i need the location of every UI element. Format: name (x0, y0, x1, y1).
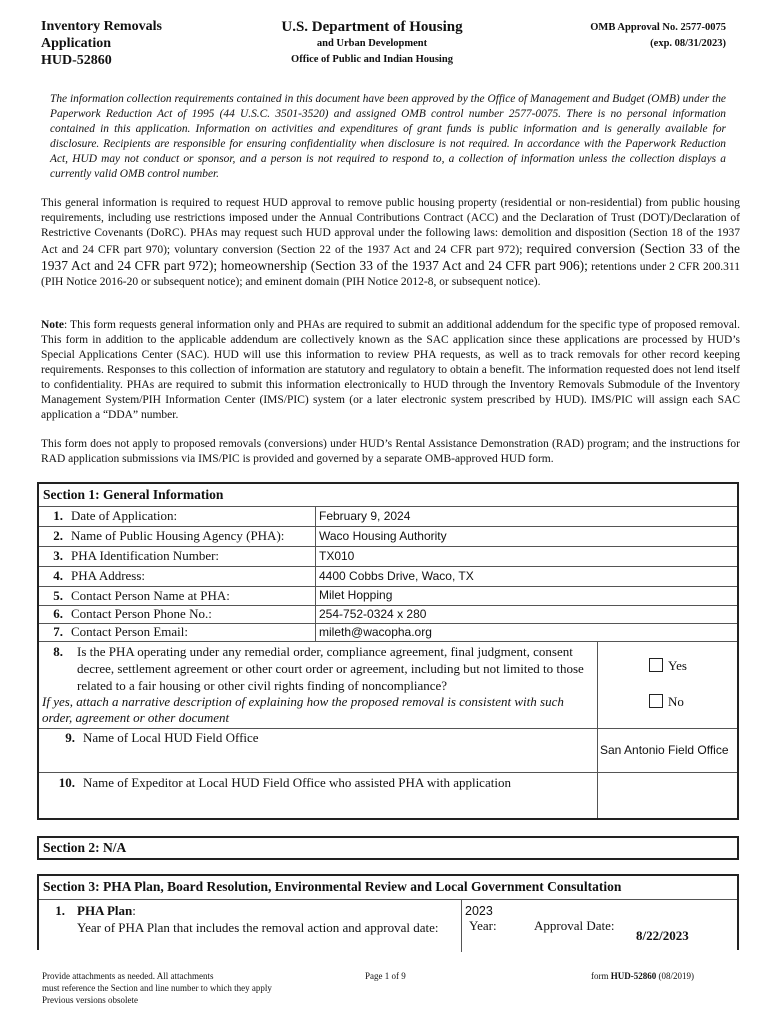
row-contact-name: 5. Contact Person Name at PHA: (53, 588, 230, 603)
page-number: Page 1 of 9 (365, 971, 406, 981)
question-10: 10. Name of Expeditor at Local HUD Field Office who assisted PHA with application (58, 775, 511, 790)
note-paragraph (41, 318, 740, 423)
pha-name-field[interactable]: Waco Housing Authority (319, 529, 447, 543)
year-label: Year: (469, 918, 497, 933)
no-option[interactable]: No (649, 694, 684, 710)
pha-address-field[interactable]: 4400 Cobbs Drive, Waco, TX (319, 569, 474, 583)
rad-paragraph: This form does not apply to proposed removals (conversions) under HUD’s Rental Assistance Demonstration (RAD) program; and the instructions for RAD application submissions via IMS/PIC is provided and governed by a separate OMB-approved HUD form. (41, 438, 740, 465)
note-text: : This form requests general information only and PHAs are required to submit an additional addendum for the specific type of proposed removal. This form in addition to the applicable addendum are collectively known as the SAC application since these applications are processed by HUD’s Special Applications Center (SAC). HUD will use this information to review PHA requests, as well as to track removals for other record keeping requirements. Responses to this collection of information are statutory and regulatory to obtain a benefit. The information requested does not lend itself to confidentiality. PHAs are required to submit this information electronically to HUD through the Inventory Removals Submodule of the Inventory Management System/PIH Information Center (IMS/PIC) system (or a later electronic system prescribed by HUD). IMS/PIC will assign each SAC application a “DDA” number. (41, 319, 740, 421)
hud-field-office-field[interactable]: San Antonio Field Office (600, 743, 729, 757)
yes-checkbox[interactable] (649, 658, 663, 672)
question-pha-plan: 1. PHA Plan: Year of PHA Plan that includes the removal action and approval date: (55, 903, 439, 935)
intro-part1: This general information is required to request HUD approval to remove public housing property (residential or non-residential) from public housing requirements, including use restrictions imposed under the Annual Contributions Contract (ACC) and the Declaration of Trust (DOT)/Declaration of Restrictive Covenants (DoRC). PHAs may request such HUD approval under the following laws: demolition and disposition (Section 18 of the 1937 Act and 24 CFR part 970); voluntary conversion (Section 22 of the 1937 Act and 24 CFR part 972); (41, 197, 740, 256)
approval-date-label: Approval Date: (534, 918, 615, 933)
pha-id-field[interactable]: TX010 (319, 549, 355, 563)
yes-option[interactable]: Yes (649, 658, 687, 674)
section2-title: Section 2: N/A (43, 840, 127, 855)
question-8-text: Is the PHA operating under any remedial order, compliance agreement, final judgment, consent decree, settlement agreement or other court order or agreement, including but not limited to those related to a fair housing or other civil rights finding of noncompliance? (77, 644, 584, 693)
row-pha-id: 3. PHA Identification Number: (53, 548, 220, 563)
approval-date-field[interactable]: 8/22/2023 (636, 928, 689, 943)
department-block (250, 18, 494, 68)
office-name: Office of Public and Indian Housing (291, 54, 453, 65)
pha-plan-text: Year of PHA Plan that includes the removal action and approval date: (77, 920, 439, 935)
intro-part3: retentions under 2 CFR 200.311 (PIH Notice 2016-20 or subsequent notice); and eminent domain (PIH Notice 2012-8, or subsequent notice). (41, 261, 741, 288)
no-checkbox[interactable] (649, 694, 663, 708)
row-date-of-application: 1. Date of Application: (53, 508, 178, 523)
section3-box (37, 874, 739, 950)
expeditor-name-field[interactable] (600, 780, 734, 810)
form-title-block (41, 18, 162, 69)
question-8-note: If yes, attach a narrative description of explaining how the proposed removal is consistent with such order, agreement or other document (42, 694, 564, 725)
row-pha-name: 2. Name of Public Housing Agency (PHA): (53, 528, 285, 543)
footer-form-id: form HUD-52860 (08/2019) (591, 971, 694, 981)
question-8: 8. Is the PHA operating under any remedial order, compliance agreement, final judgment, consent decree, settlement agreement or other court order or agreement, including but not limited to those related to a fair housing or other civil rights finding of noncompliance? (41, 643, 591, 694)
note-label: Note (41, 319, 64, 331)
form-title-line1: Inventory Removals (41, 19, 162, 34)
omb-approval: OMB Approval No. 2577-0075 (590, 22, 726, 33)
department-name-cont: and Urban Development (316, 38, 428, 49)
date-of-application-field[interactable]: February 9, 2024 (319, 509, 411, 523)
row-contact-phone: 6. Contact Person Phone No.: (53, 606, 212, 621)
contact-phone-field[interactable]: 254-752-0324 x 280 (319, 607, 427, 621)
intro-paragraph (41, 196, 740, 290)
form-number: HUD-52860 (41, 53, 112, 68)
contact-email-field[interactable]: mileth@wacopha.org (319, 625, 432, 639)
contact-name-field[interactable]: Milet Hopping (319, 588, 393, 602)
row-pha-address: 4. PHA Address: (53, 568, 146, 583)
omb-block (590, 20, 726, 52)
question-9: 9. Name of Local HUD Field Office (65, 730, 259, 745)
section3-title: Section 3: PHA Plan, Board Resolution, Environmental Review and Local Government Consultation (43, 879, 622, 894)
department-name: U.S. Department of Housing (281, 19, 463, 35)
pha-plan-title: PHA Plan (77, 903, 133, 918)
form-title-line2: Application (41, 36, 112, 51)
section1-box (37, 482, 739, 820)
section1-title: Section 1: General Information (43, 487, 224, 502)
row-contact-email: 7. Contact Person Email: (53, 624, 188, 639)
plan-year-field[interactable]: 2023 (465, 904, 493, 918)
footer-left: Provide attachments as needed. All attachments must reference the Section and line number to which they apply Previous versions obsolete (42, 971, 272, 1005)
burden-statement: The information collection requirements contained in this document have been approved by the Office of Management and Budget (OMB) under the Paperwork Reduction Act of 1995 (44 U.S.C. 3501-3520) and assigned OMB control number 2577-0075. There is no personal information contained in this application. Information on activities and expenditures of grant funds is public information and is generally available for disclosure. Recipients are responsible for ensuring confidentiality when disclosure is not required. In accordance with the Paperwork Reduction Act, HUD may not conduct or sponsor, and a person is not required to respond to, a collection of information unless the collection displays a currently valid OMB control number. (50, 93, 726, 180)
section2-box (37, 836, 739, 860)
omb-expiration: (exp. 08/31/2023) (650, 38, 726, 49)
intro-part2: required conversion (Section 33 of the 1937 Act and 24 CFR part 972); homeownership (Section 33 of the 1937 Act and 24 CFR part 906); (41, 241, 741, 273)
